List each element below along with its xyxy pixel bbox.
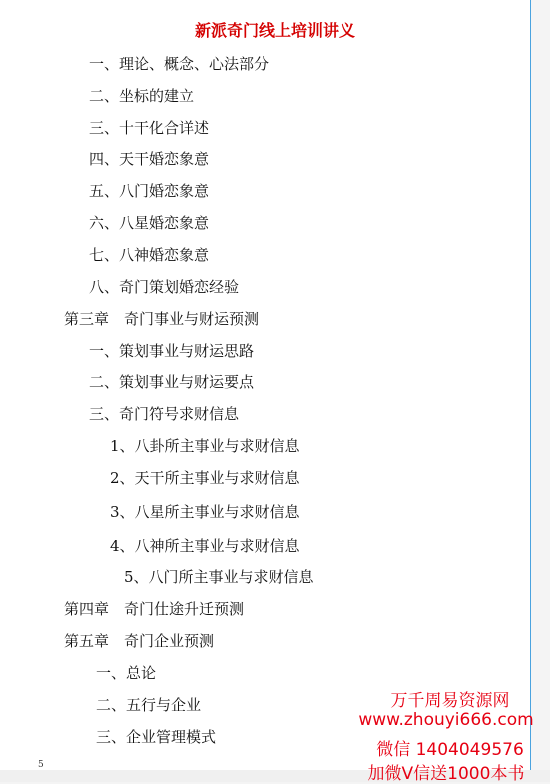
- watermark-site-name: 万千周易资源网: [390, 691, 510, 711]
- toc-subentry: 2、天干所主事业与求财信息: [110, 469, 300, 487]
- toc-entry: 四、天干婚恋象意: [89, 150, 210, 168]
- chapter-heading: 第五章 奇门企业预测: [64, 632, 215, 650]
- toc-subentry: 4、八神所主事业与求财信息: [110, 537, 300, 555]
- toc-entry: 三、奇门符号求财信息: [89, 405, 240, 423]
- toc-entry: 七、八神婚恋象意: [89, 246, 210, 264]
- chapter-heading: 第四章 奇门仕途升迁预测: [64, 600, 245, 618]
- toc-entry: 二、坐标的建立: [89, 87, 195, 105]
- toc-entry: 二、五行与企业: [96, 696, 202, 714]
- toc-entry: 八、奇门策划婚恋经验: [89, 278, 240, 296]
- toc-entry: 六、八星婚恋象意: [89, 214, 210, 232]
- toc-entry: 一、总论: [96, 664, 157, 682]
- chapter-heading: 第三章 奇门事业与财运预测: [64, 310, 260, 328]
- toc-entry: 二、策划事业与财运要点: [89, 373, 255, 391]
- toc-entry: 一、理论、概念、心法部分: [89, 55, 270, 73]
- watermark-promo: 加微V信送1000本书: [367, 764, 525, 784]
- watermark-url: www.zhouyi666.com: [358, 710, 534, 730]
- document-title: 新派奇门线上培训讲义: [194, 21, 355, 40]
- toc-entry: 三、企业管理模式: [96, 728, 217, 746]
- page-number: 5: [38, 760, 44, 770]
- watermark-wechat: 微信 1404049576: [376, 740, 524, 760]
- toc-subentry: 3、八星所主事业与求财信息: [110, 503, 300, 521]
- toc-entry: 五、八门婚恋象意: [89, 182, 210, 200]
- toc-subentry: 1、八卦所主事业与求财信息: [110, 437, 300, 455]
- toc-subentry: 5、八门所主事业与求财信息: [124, 568, 314, 586]
- toc-entry: 一、策划事业与财运思路: [89, 342, 255, 360]
- toc-entry: 三、十干化合详述: [89, 119, 210, 137]
